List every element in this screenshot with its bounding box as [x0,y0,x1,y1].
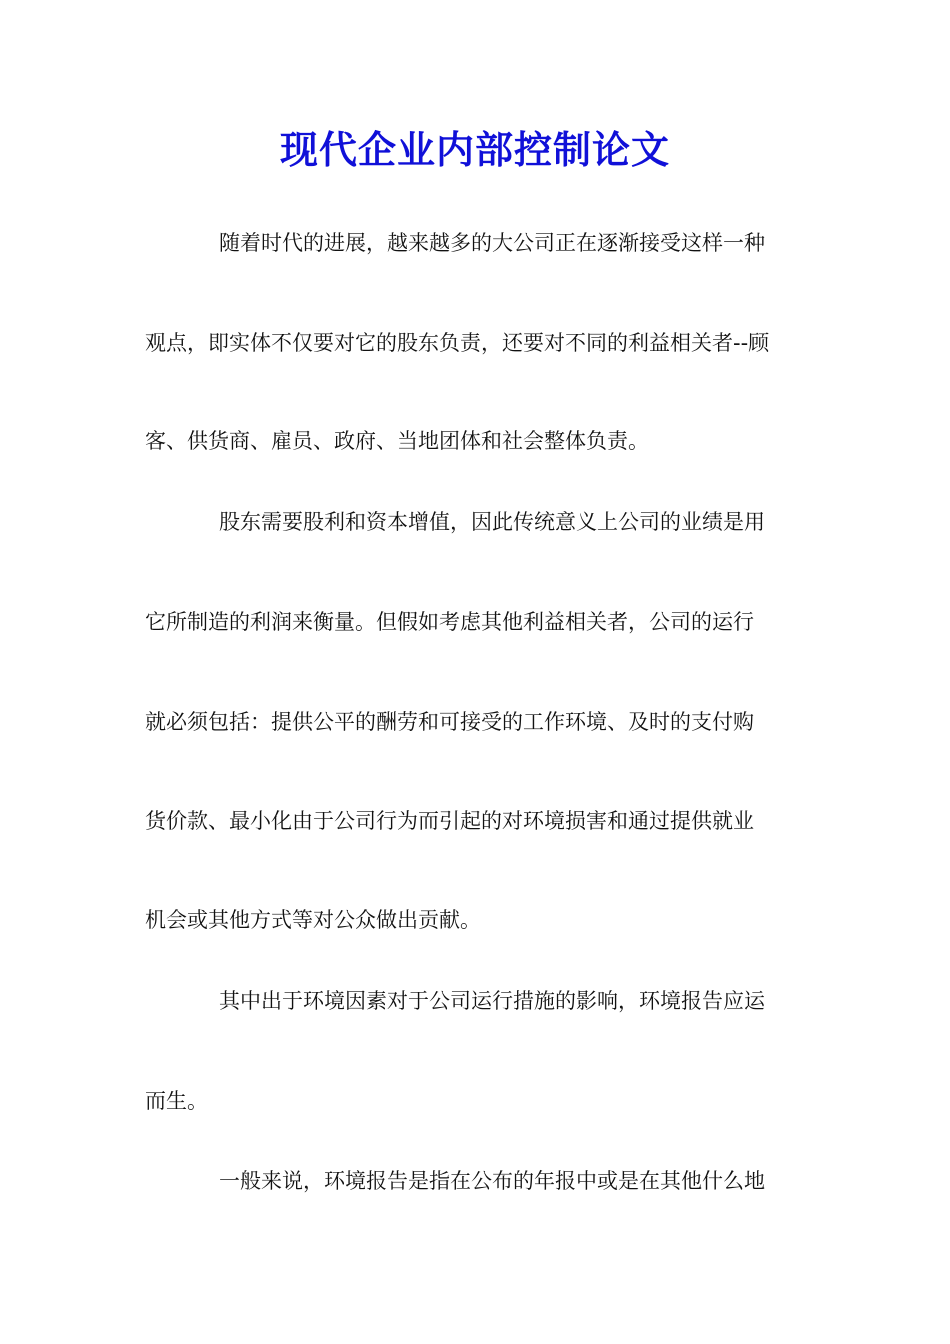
paragraph-line: 客、供货商、雇员、政府、当地团体和社会整体负责。 [145,429,649,453]
paragraph-line: 一般来说，环境报告是指在公布的年报中或是在其他什么地 [219,1169,765,1193]
paragraph-line: 它所制造的利润来衡量。但假如考虑其他利益相关者，公司的运行 [145,610,754,634]
paragraph-line: 就必须包括：提供公平的酬劳和可接受的工作环境、及时的支付购 [145,710,754,734]
paragraph-line: 观点，即实体不仅要对它的股东负责，还要对不同的利益相关者--顾 [145,331,770,355]
paragraph-line: 货价款、最小化由于公司行为而引起的对环境损害和通过提供就业 [145,809,754,833]
paragraph-line: 机会或其他方式等对公众做出贡献。 [145,908,481,932]
paragraph-line: 其中出于环境因素对于公司运行措施的影响，环境报告应运 [219,989,765,1013]
paragraph-line: 随着时代的进展，越来越多的大公司正在逐渐接受这样一种 [219,231,765,255]
document-title: 现代企业内部控制论文 [279,127,670,172]
paragraph-line: 股东需要股利和资本增值，因此传统意义上公司的业绩是用 [219,510,765,534]
paragraph-line: 而生。 [145,1089,208,1113]
